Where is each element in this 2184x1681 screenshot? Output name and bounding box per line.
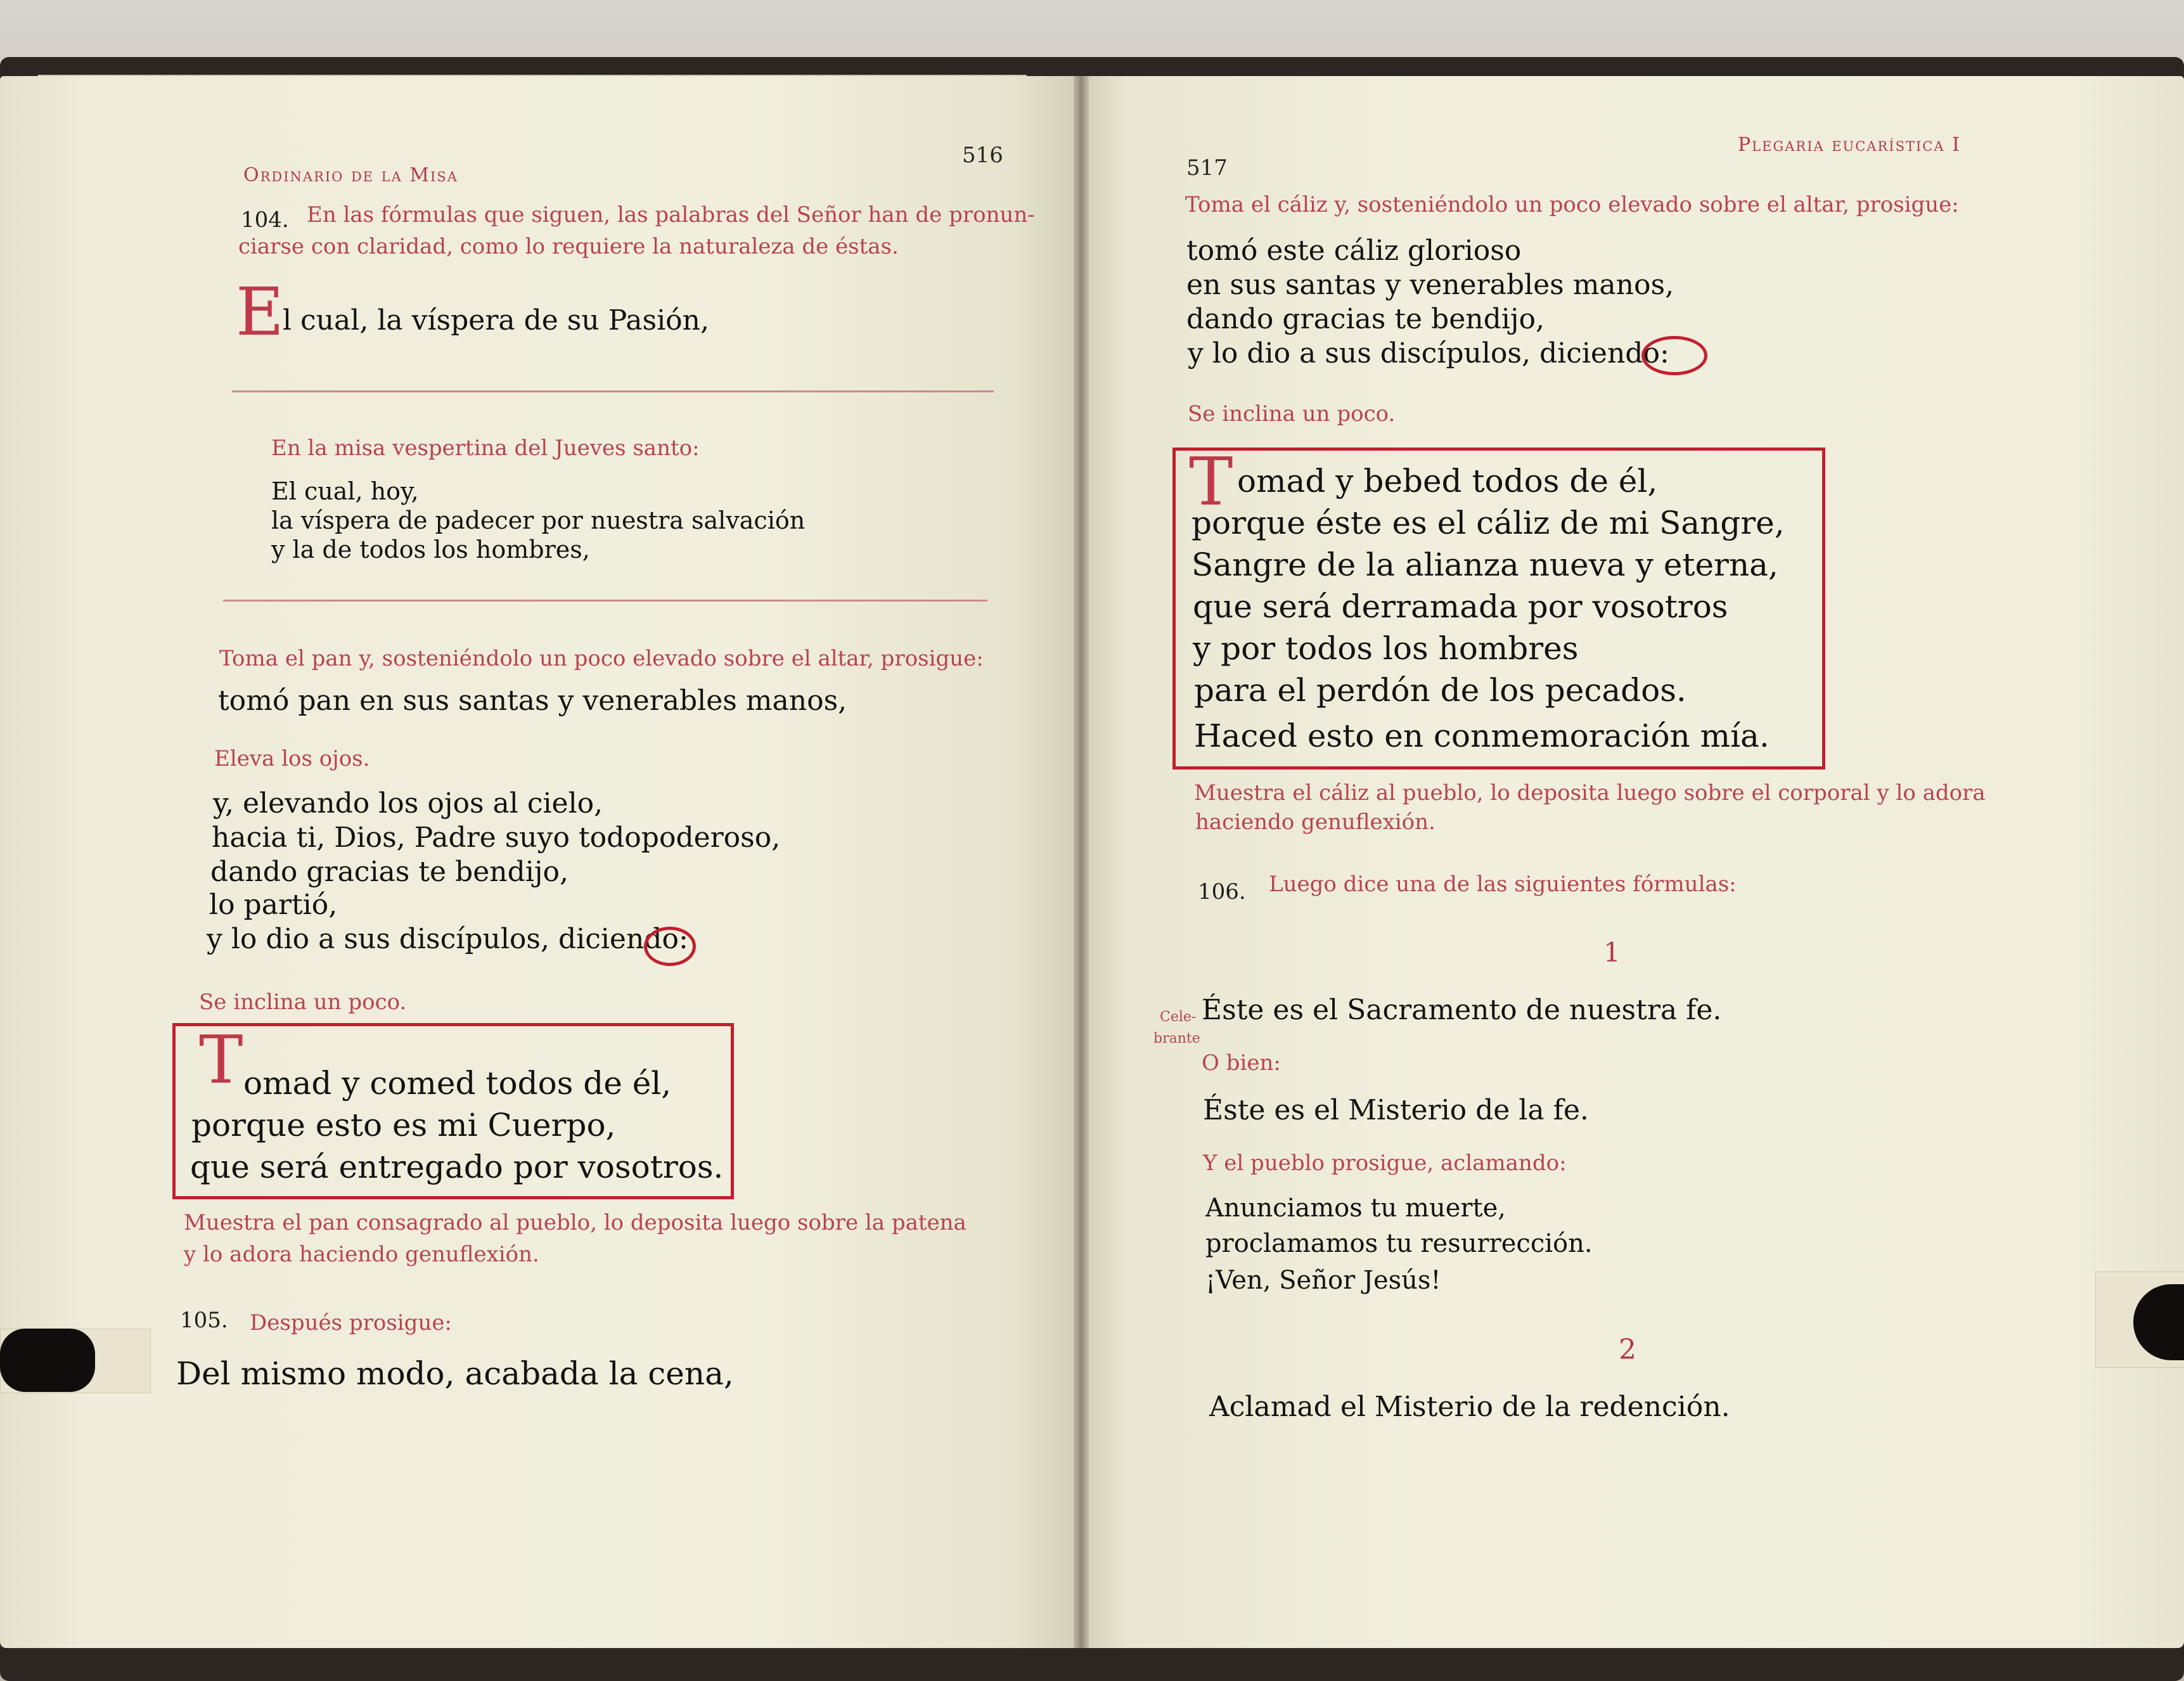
caliz-line-1: tomó este cáliz glorioso [1186, 235, 1522, 267]
annotation-circle-right [1641, 336, 1707, 375]
rubric-muestra-pan-1: Muestra el pan consagrado al pueblo, lo deposita luego sobre la patena [184, 1210, 967, 1235]
margin-celebrante-2: brante [1153, 1031, 1200, 1047]
rubric-104-line2: ciarse con claridad, como lo requiere la naturaleza de éstas. [238, 234, 899, 259]
right-page-number: 517 [1186, 155, 1228, 181]
rubric-inclina-right: Se inclina un poco. [1188, 401, 1396, 427]
margin-celebrante-1: Cele- [1160, 1009, 1197, 1025]
drop-cap-t-right: T [1189, 443, 1233, 520]
rubric-105: Después prosigue: [250, 1310, 452, 1336]
eleva-line-2: hacia ti, Dios, Padre suyo todopoderoso, [212, 821, 781, 854]
formula-1-alt: Éste es el Misterio de la fe. [1203, 1094, 1589, 1126]
rubric-muestra-caliz-2: haciendo genuflexión. [1195, 809, 1436, 835]
jueves-line-3: y la de todos los hombres, [271, 536, 590, 564]
line-tomo-pan: tomó pan en sus santas y venerables manos, [218, 685, 847, 717]
wine-line-4: que será derramada por vosotros [1193, 588, 1728, 625]
wine-line-1: omad y bebed todos de él, [1237, 463, 1658, 499]
rubric-toma-caliz: Toma el cáliz y, sosteniéndolo un poco elevado sobre el altar, prosigue: [1185, 192, 1959, 217]
eleva-line-4: lo partió, [209, 889, 338, 921]
caliz-line-2: en sus santas y venerables manos, [1186, 269, 1674, 301]
right-running-head: Plegaria eucarística I [1738, 134, 1961, 156]
eleva-line-1: y, elevando los ojos al cielo, [213, 787, 603, 820]
wine-line-6: para el perdón de los pecados. [1194, 672, 1686, 709]
rubric-jueves-santo: En la misa vespertina del Jueves santo: [271, 435, 700, 461]
annotation-circle-left [644, 927, 696, 966]
line-del-mismo-modo: Del mismo modo, acabada la cena, [176, 1355, 734, 1392]
rubric-muestra-pan-2: y lo adora haciendo genuflexión. [184, 1242, 539, 1267]
formula-2-number: 2 [1619, 1334, 1636, 1366]
drop-cap-e: E [236, 273, 284, 351]
wine-line-2: porque éste es el cáliz de mi Sangre, [1192, 505, 1785, 541]
people-line-3: ¡Ven, Señor Jesús! [1205, 1266, 1441, 1295]
line-el-cual: l cual, la víspera de su Pasión, [283, 304, 709, 337]
caliz-line-4: y lo dio a sus discípulos, diciendo: [1188, 337, 1669, 370]
jueves-line-1: El cual, hoy, [271, 477, 419, 505]
rubric-eleva-ojos: Eleva los ojos. [214, 746, 370, 771]
bread-line-2: porque esto es mi Cuerpo, [191, 1107, 616, 1143]
rubric-o-bien: O bien: [1202, 1050, 1281, 1076]
bread-line-3: que será entregado por vosotros. [190, 1149, 724, 1185]
eleva-line-3: dando gracias te bendijo, [210, 856, 568, 888]
rubric-muestra-caliz-1: Muestra el cáliz al pueblo, lo deposita luego sobre el corporal y lo adora [1194, 780, 1986, 806]
bread-line-1: omad y comed todos de él, [243, 1065, 672, 1102]
rubric-104-number: 104. [241, 207, 289, 233]
rubric-toma-pan: Toma el pan y, sosteniéndolo un poco elevado sobre el altar, prosigue: [219, 646, 984, 671]
people-line-1: Anunciamos tu muerte, [1205, 1194, 1506, 1223]
left-thumb-tab [0, 1329, 95, 1392]
eleva-line-5: y lo dio a sus discípulos, diciendo: [207, 923, 688, 955]
rubric-105-number: 105. [180, 1308, 228, 1333]
divider-bottom [223, 600, 987, 602]
line-haced-esto: Haced esto en conmemoración mía. [1194, 718, 1770, 754]
wine-line-5: y por todos los hombres [1193, 630, 1579, 667]
rubric-pueblo: Y el pueblo prosigue, aclamando: [1203, 1150, 1567, 1176]
people-line-2: proclamamos tu resurrección. [1205, 1229, 1593, 1258]
left-running-head: Ordinario de la Misa [243, 164, 458, 186]
rubric-106-number: 106. [1198, 879, 1246, 905]
book-gutter [1074, 76, 1089, 1648]
divider-top [232, 390, 994, 392]
jueves-line-2: la víspera de padecer por nuestra salvación [271, 506, 806, 534]
drop-cap-t-left: T [199, 1021, 243, 1098]
caliz-line-3: dando gracias te bendijo, [1186, 303, 1545, 335]
rubric-104-line1: En las fórmulas que siguen, las palabras del Señor han de pronun- [307, 202, 1035, 228]
rubric-106: Luego dice una de las siguientes fórmulas: [1269, 872, 1737, 897]
formula-1-line: Éste es el Sacramento de nuestra fe. [1202, 994, 1722, 1026]
rubric-inclina-left: Se inclina un poco. [199, 989, 407, 1015]
wine-line-3: Sangre de la alianza nueva y eterna, [1192, 546, 1778, 583]
formula-1-number: 1 [1603, 937, 1621, 968]
left-page-number: 516 [962, 143, 1003, 168]
formula-2-line: Aclamad el Misterio de la redención. [1209, 1391, 1730, 1423]
